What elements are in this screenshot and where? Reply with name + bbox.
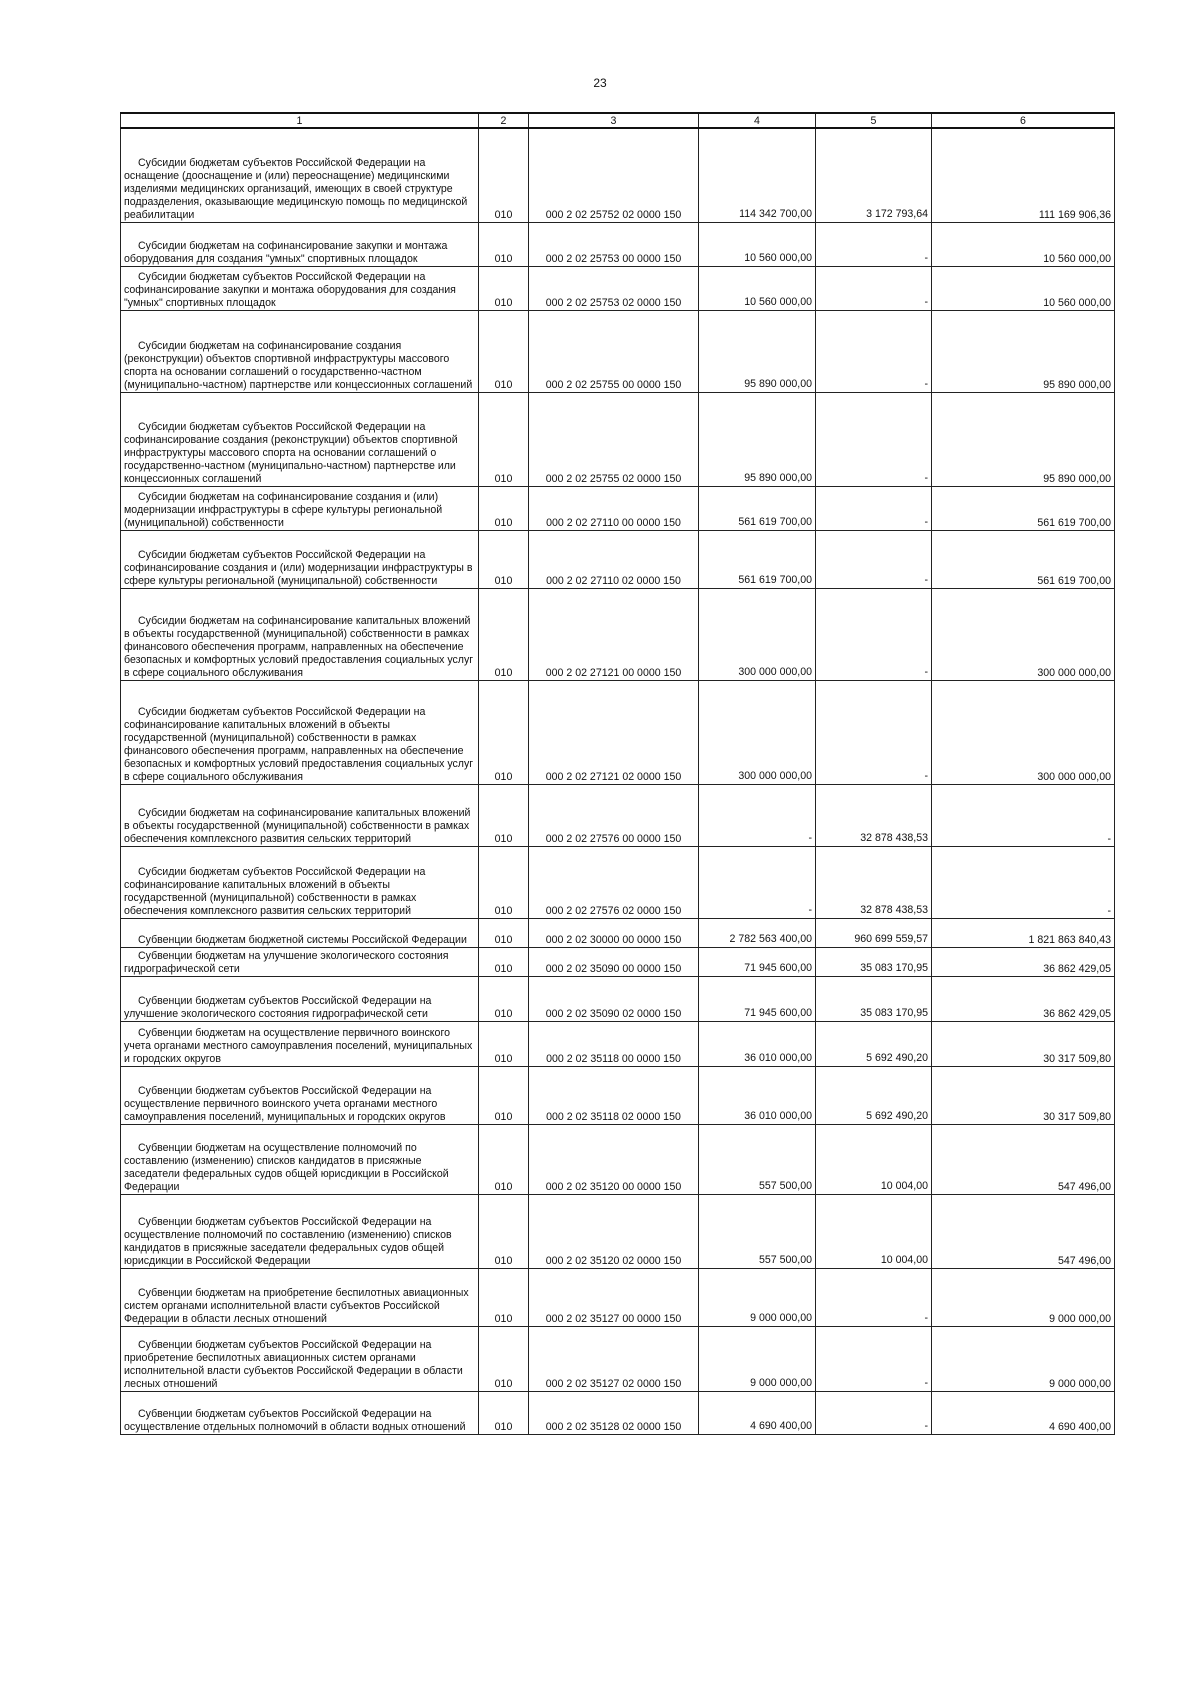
row-amount-col5: - xyxy=(816,530,932,588)
table-row xyxy=(121,486,1115,530)
row-budget-classification-code: 000 2 02 25755 02 0000 150 xyxy=(529,392,699,486)
row-description xyxy=(121,1021,479,1066)
row-description-text: Субвенции бюджетам субъектов Российской Федерации на осуществление первичного воинского учета органами местного самоуправления поселений, муниципальных и городских округов xyxy=(124,1084,446,1123)
row-description-text: Субвенции бюджетам субъектов Российской Федерации на улучшение экологического состояния гидрографической сети xyxy=(124,994,432,1020)
row-amount-col5: 10 004,00 xyxy=(816,1124,932,1194)
row-budget-classification-code: 000 2 02 27121 02 0000 150 xyxy=(529,680,699,784)
row-description-text: Субсидии бюджетам субъектов Российской Федерации на софинансирование капитальных вложений в объекты государственной (муниципальной) собственности в рамках финансового обеспечения программ, направленных на обеспечение безопасных и комфортных условий предоставления социальных услуг в сфере социального обслуживания xyxy=(124,705,474,783)
row-budget-classification-code: 000 2 02 25752 02 0000 150 xyxy=(529,128,699,222)
row-amount-col6: 561 619 700,00 xyxy=(932,530,1115,588)
row-description xyxy=(121,128,479,222)
row-code: 010 xyxy=(479,976,529,1021)
row-amount-col5: 10 004,00 xyxy=(816,1194,932,1268)
table-row xyxy=(121,976,1115,1021)
column-header: 6 xyxy=(932,113,1115,128)
row-budget-classification-code: 000 2 02 27110 02 0000 150 xyxy=(529,530,699,588)
row-amount-col5: - xyxy=(816,1268,932,1326)
row-description-text: Субвенции бюджетам субъектов Российской Федерации на осуществление отдельных полномочий в области водных отношений xyxy=(124,1407,466,1433)
row-amount-col5: - xyxy=(816,1326,932,1391)
row-amount-col5: - xyxy=(816,310,932,392)
row-budget-classification-code: 000 2 02 27576 00 0000 150 xyxy=(529,784,699,846)
row-code: 010 xyxy=(479,266,529,310)
row-description xyxy=(121,486,479,530)
row-code: 010 xyxy=(479,530,529,588)
row-budget-classification-code: 000 2 02 30000 00 0000 150 xyxy=(529,918,699,947)
row-code: 010 xyxy=(479,1066,529,1124)
row-amount-col4: 2 782 563 400,00 xyxy=(699,918,816,947)
row-amount-col4: 95 890 000,00 xyxy=(699,310,816,392)
row-amount-col6: 30 317 509,80 xyxy=(932,1021,1115,1066)
row-amount-col5: 5 692 490,20 xyxy=(816,1021,932,1066)
row-amount-col4: 71 945 600,00 xyxy=(699,976,816,1021)
row-amount-col6: 10 560 000,00 xyxy=(932,266,1115,310)
row-amount-col5: - xyxy=(816,392,932,486)
row-amount-col4: 36 010 000,00 xyxy=(699,1066,816,1124)
row-amount-col6: 561 619 700,00 xyxy=(932,486,1115,530)
table-row xyxy=(121,266,1115,310)
row-amount-col5: 3 172 793,64 xyxy=(816,128,932,222)
row-description-text: Субсидии бюджетам на софинансирование создания и (или) модернизации инфраструктуры в сфере культуры региональной (муниципальной) собственности xyxy=(124,490,443,529)
table-row xyxy=(121,128,1115,222)
row-amount-col5: - xyxy=(816,588,932,680)
row-description xyxy=(121,588,479,680)
row-description-text: Субсидии бюджетам на софинансирование создания (реконструкции) объектов спортивной инфраструктуры массового спорта на основании соглашений о государственно-частном (муниципально-частном) партнерстве или концессионных соглашений xyxy=(124,339,473,391)
row-amount-col6: 4 690 400,00 xyxy=(932,1391,1115,1434)
column-header: 2 xyxy=(479,113,529,128)
row-description-text: Субвенции бюджетам бюджетной системы Российской Федерации xyxy=(138,933,467,946)
row-budget-classification-code: 000 2 02 35118 00 0000 150 xyxy=(529,1021,699,1066)
row-code: 010 xyxy=(479,680,529,784)
row-budget-classification-code: 000 2 02 35090 02 0000 150 xyxy=(529,976,699,1021)
row-amount-col6: - xyxy=(932,784,1115,846)
table-row xyxy=(121,392,1115,486)
column-header: 5 xyxy=(816,113,932,128)
table-row xyxy=(121,1066,1115,1124)
row-code: 010 xyxy=(479,310,529,392)
column-header: 1 xyxy=(121,113,479,128)
row-amount-col5: 960 699 559,57 xyxy=(816,918,932,947)
row-code: 010 xyxy=(479,128,529,222)
row-amount-col6: 9 000 000,00 xyxy=(932,1268,1115,1326)
row-description-text: Субсидии бюджетам субъектов Российской Федерации на софинансирование создания и (или) модернизации инфраструктуры в сфере культуры региональной (муниципальной) собственности xyxy=(124,548,473,587)
row-description-text: Субсидии бюджетам субъектов Российской Федерации на оснащение (дооснащение и (или) переоснащение) медицинскими изделиями медицинских организаций, имеющих в своей структуре подразделения, оказывающие медицинскую помощь по медицинской реабилитации xyxy=(124,156,468,221)
row-description-text: Субсидии бюджетам субъектов Российской Федерации на софинансирование закупки и монтажа оборудования для создания "умных" спортивных площадок xyxy=(124,270,456,309)
row-code: 010 xyxy=(479,1124,529,1194)
row-description-text: Субсидии бюджетам субъектов Российской Федерации на софинансирование создания (реконструкции) объектов спортивной инфраструктуры массового спорта на основании соглашений о государственно-частном (муниципально-частном) партнерстве или концессионных соглашений xyxy=(124,420,458,485)
row-amount-col6: 36 862 429,05 xyxy=(932,976,1115,1021)
row-description xyxy=(121,392,479,486)
row-amount-col6: 10 560 000,00 xyxy=(932,222,1115,266)
row-description xyxy=(121,947,479,976)
row-amount-col4: 300 000 000,00 xyxy=(699,680,816,784)
row-budget-classification-code: 000 2 02 35118 02 0000 150 xyxy=(529,1066,699,1124)
row-description xyxy=(121,1194,479,1268)
row-description xyxy=(121,266,479,310)
row-amount-col4: 561 619 700,00 xyxy=(699,486,816,530)
row-amount-col5: - xyxy=(816,1391,932,1434)
row-amount-col4: 36 010 000,00 xyxy=(699,1021,816,1066)
row-amount-col6: 547 496,00 xyxy=(932,1124,1115,1194)
row-description xyxy=(121,680,479,784)
row-amount-col6: 300 000 000,00 xyxy=(932,588,1115,680)
row-description xyxy=(121,846,479,918)
row-budget-classification-code: 000 2 02 35090 00 0000 150 xyxy=(529,947,699,976)
row-description-text: Субвенции бюджетам субъектов Российской Федерации на приобретение беспилотных авиационных систем органами исполнительной власти субъектов Российской Федерации в области лесных отношений xyxy=(124,1338,463,1390)
row-amount-col5: 32 878 438,53 xyxy=(816,784,932,846)
row-amount-col4: 300 000 000,00 xyxy=(699,588,816,680)
column-header: 3 xyxy=(529,113,699,128)
table-row xyxy=(121,846,1115,918)
row-description-text: Субсидии бюджетам на софинансирование закупки и монтажа оборудования для создания "умных" спортивных площадок xyxy=(124,239,448,265)
row-amount-col4: 9 000 000,00 xyxy=(699,1268,816,1326)
row-code: 010 xyxy=(479,1268,529,1326)
row-amount-col4: 95 890 000,00 xyxy=(699,392,816,486)
row-description xyxy=(121,1326,479,1391)
row-code: 010 xyxy=(479,918,529,947)
table-row xyxy=(121,1326,1115,1391)
row-budget-classification-code: 000 2 02 27121 00 0000 150 xyxy=(529,588,699,680)
row-amount-col4: - xyxy=(699,784,816,846)
row-amount-col6: 95 890 000,00 xyxy=(932,310,1115,392)
row-code: 010 xyxy=(479,222,529,266)
table-row xyxy=(121,1021,1115,1066)
row-code: 010 xyxy=(479,486,529,530)
table-row xyxy=(121,918,1115,947)
row-amount-col6: 9 000 000,00 xyxy=(932,1326,1115,1391)
row-description-text: Субвенции бюджетам на улучшение экологического состояния гидрографической сети xyxy=(124,949,449,975)
row-code: 010 xyxy=(479,1021,529,1066)
row-description-text: Субсидии бюджетам на софинансирование капитальных вложений в объекты государственной (муниципальной) собственности в рамках обеспечения комплексного развития сельских территорий xyxy=(124,806,471,845)
row-budget-classification-code: 000 2 02 25755 00 0000 150 xyxy=(529,310,699,392)
row-amount-col5: - xyxy=(816,680,932,784)
row-budget-classification-code: 000 2 02 25753 00 0000 150 xyxy=(529,222,699,266)
column-header-row xyxy=(121,113,1115,128)
table-row xyxy=(121,588,1115,680)
row-amount-col6: 111 169 906,36 xyxy=(932,128,1115,222)
row-description-text: Субвенции бюджетам на осуществление первичного воинского учета органами местного самоуправления поселений, муниципальных и городских округов xyxy=(124,1026,473,1065)
row-description xyxy=(121,530,479,588)
row-code: 010 xyxy=(479,392,529,486)
row-amount-col6: 547 496,00 xyxy=(932,1194,1115,1268)
row-description xyxy=(121,222,479,266)
row-amount-col6: 300 000 000,00 xyxy=(932,680,1115,784)
row-amount-col5: 35 083 170,95 xyxy=(816,976,932,1021)
row-amount-col5: - xyxy=(816,486,932,530)
row-budget-classification-code: 000 2 02 35120 02 0000 150 xyxy=(529,1194,699,1268)
row-amount-col4: 114 342 700,00 xyxy=(699,128,816,222)
row-description xyxy=(121,976,479,1021)
row-description xyxy=(121,1268,479,1326)
row-amount-col4: - xyxy=(699,846,816,918)
column-header: 4 xyxy=(699,113,816,128)
row-code: 010 xyxy=(479,784,529,846)
row-code: 010 xyxy=(479,1391,529,1434)
row-amount-col5: - xyxy=(816,266,932,310)
row-description xyxy=(121,1066,479,1124)
row-description xyxy=(121,310,479,392)
row-description-text: Субсидии бюджетам субъектов Российской Федерации на софинансирование капитальных вложений в объекты государственной (муниципальной) собственности в рамках обеспечения комплексного развития сельских территорий xyxy=(124,865,426,917)
row-budget-classification-code: 000 2 02 27576 02 0000 150 xyxy=(529,846,699,918)
table-row xyxy=(121,1194,1115,1268)
table-row xyxy=(121,1391,1115,1434)
row-description xyxy=(121,784,479,846)
row-description xyxy=(121,1391,479,1434)
row-description-text: Субвенции бюджетам на осуществление полномочий по составлению (изменению) списков кандидатов в присяжные заседатели федеральных судов общей юрисдикции в Российской Федерации xyxy=(124,1141,449,1193)
row-amount-col6: 30 317 509,80 xyxy=(932,1066,1115,1124)
row-budget-classification-code: 000 2 02 35128 02 0000 150 xyxy=(529,1391,699,1434)
row-code: 010 xyxy=(479,947,529,976)
row-amount-col5: 35 083 170,95 xyxy=(816,947,932,976)
table-row xyxy=(121,310,1115,392)
row-code: 010 xyxy=(479,846,529,918)
row-description-text: Субвенции бюджетам на приобретение беспилотных авиационных систем органами исполнительной власти субъектов Российской Федерации в области лесных отношений xyxy=(124,1286,469,1325)
row-description-text: Субсидии бюджетам на софинансирование капитальных вложений в объекты государственной (муниципальной) собственности в рамках финансового обеспечения программ, направленных на обеспечение безопасных и комфортных условий предоставления социальных услуг в сфере социального обслуживания xyxy=(124,614,474,679)
row-amount-col4: 9 000 000,00 xyxy=(699,1326,816,1391)
row-code: 010 xyxy=(479,588,529,680)
row-amount-col4: 10 560 000,00 xyxy=(699,266,816,310)
row-amount-col6: 36 862 429,05 xyxy=(932,947,1115,976)
table-row xyxy=(121,1124,1115,1194)
page-number: 23 xyxy=(593,76,607,90)
row-budget-classification-code: 000 2 02 25753 02 0000 150 xyxy=(529,266,699,310)
budget-table xyxy=(120,112,1115,1435)
row-amount-col5: 5 692 490,20 xyxy=(816,1066,932,1124)
row-amount-col4: 4 690 400,00 xyxy=(699,1391,816,1434)
row-code: 010 xyxy=(479,1194,529,1268)
row-amount-col5: - xyxy=(816,222,932,266)
row-amount-col6: 95 890 000,00 xyxy=(932,392,1115,486)
table-row xyxy=(121,784,1115,846)
table-row xyxy=(121,1268,1115,1326)
row-code: 010 xyxy=(479,1326,529,1391)
row-budget-classification-code: 000 2 02 35120 00 0000 150 xyxy=(529,1124,699,1194)
row-amount-col4: 71 945 600,00 xyxy=(699,947,816,976)
row-description-text: Субвенции бюджетам субъектов Российской Федерации на осуществление полномочий по составлению (изменению) списков кандидатов в присяжные заседатели федеральных судов общей юрисдикции в Российской Федерации xyxy=(124,1215,452,1267)
table-row xyxy=(121,222,1115,266)
row-description xyxy=(121,918,479,947)
row-amount-col5: 32 878 438,53 xyxy=(816,846,932,918)
row-budget-classification-code: 000 2 02 27110 00 0000 150 xyxy=(529,486,699,530)
row-amount-col4: 561 619 700,00 xyxy=(699,530,816,588)
table-row xyxy=(121,530,1115,588)
row-budget-classification-code: 000 2 02 35127 02 0000 150 xyxy=(529,1326,699,1391)
row-amount-col4: 557 500,00 xyxy=(699,1124,816,1194)
table-row xyxy=(121,947,1115,976)
table-row xyxy=(121,680,1115,784)
row-amount-col6: - xyxy=(932,846,1115,918)
row-amount-col4: 557 500,00 xyxy=(699,1194,816,1268)
row-budget-classification-code: 000 2 02 35127 00 0000 150 xyxy=(529,1268,699,1326)
row-amount-col6: 1 821 863 840,43 xyxy=(932,918,1115,947)
row-description xyxy=(121,1124,479,1194)
row-amount-col4: 10 560 000,00 xyxy=(699,222,816,266)
